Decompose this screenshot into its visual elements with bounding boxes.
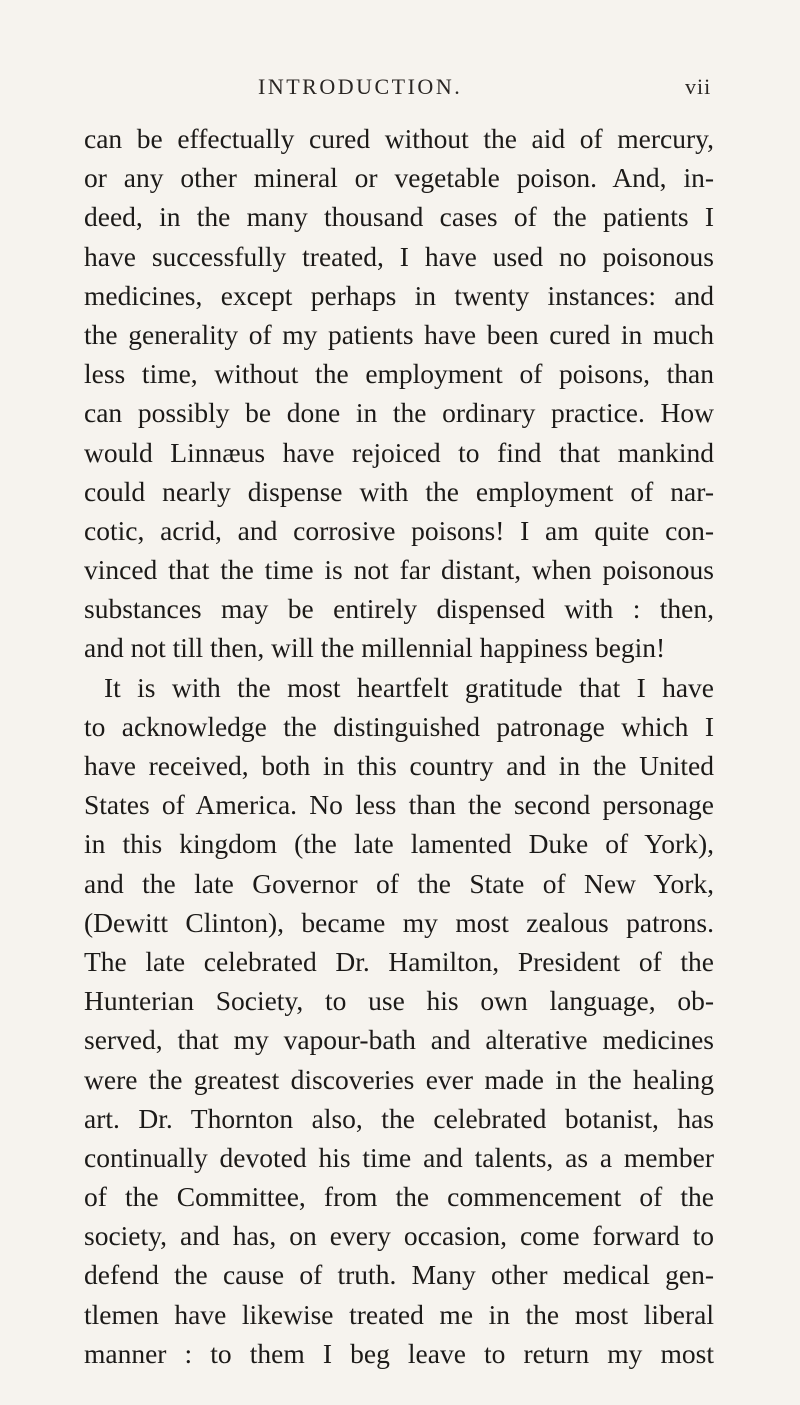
text-line: in this kingdom (the late lamented Duke of York), <box>84 828 714 860</box>
text-line: vinced that the time is not far distant, when poisonous <box>84 554 714 586</box>
text-line: art. Dr. Thornton also, the celebrated botanist, has <box>84 1102 714 1134</box>
text-line: continually devoted his time and talents, as a member <box>84 1141 714 1173</box>
text-line: have received, both in this country and in the United <box>84 750 714 781</box>
page-number: vii <box>685 74 712 99</box>
body-text <box>84 119 714 1373</box>
text-line: cotic, acrid, and corrosive poisons! I am quite con- <box>84 514 714 546</box>
text-line: deed, in the many thousand cases of the patients I <box>84 201 714 233</box>
text-line: could nearly dispense with the employment of nar- <box>84 475 714 507</box>
text-line: would Linnæus have rejoiced to find that mankind <box>84 436 714 468</box>
text-line: can be effectually cured without the aid of mercury, <box>84 123 714 154</box>
text-line: or any other mineral or vegetable poison. And, in- <box>84 162 714 194</box>
text-line: served, that my vapour-bath and alterative medicines <box>84 1024 714 1056</box>
text-line: substances may be entirely dispensed with : then, <box>84 593 714 625</box>
text-line: can possibly be done in the ordinary practice. How <box>84 397 714 429</box>
text-line: (Dewitt Clinton), became my most zealous patrons. <box>84 906 714 938</box>
text-line: Hunterian Society, to use his own language, ob- <box>84 985 714 1017</box>
text-line: It is with the most heartfelt gratitude that I have <box>104 671 714 703</box>
running-head <box>0 74 800 104</box>
text-line: manner : to them I beg leave to return my most <box>84 1337 714 1369</box>
text-line: and the late Governor of the State of New York, <box>84 867 714 899</box>
text-line: and not till then, will the millennial happiness begin! <box>84 632 666 664</box>
text-line: of the Committee, from the commencement of the <box>84 1181 714 1213</box>
text-line: to acknowledge the distinguished patronage which I <box>84 710 714 742</box>
text-line: defend the cause of truth. Many other medical gen- <box>84 1259 714 1291</box>
text-line: the generality of my patients have been cured in much <box>84 318 714 350</box>
text-line: medicines, except perhaps in twenty instances: and <box>84 279 714 311</box>
text-line: less time, without the employment of poisons, than <box>84 358 714 390</box>
text-line: have successfully treated, I have used no poisonous <box>84 240 714 272</box>
text-line: society, and has, on every occasion, come forward to <box>84 1220 714 1252</box>
text-line: were the greatest discoveries ever made in the healing <box>84 1063 714 1095</box>
text-line: tlemen have likewise treated me in the most liberal <box>84 1298 714 1330</box>
text-line: States of America. No less than the second personage <box>84 789 714 821</box>
text-line: The late celebrated Dr. Hamilton, President of the <box>84 945 714 977</box>
running-title: INTRODUCTION. <box>258 74 463 99</box>
